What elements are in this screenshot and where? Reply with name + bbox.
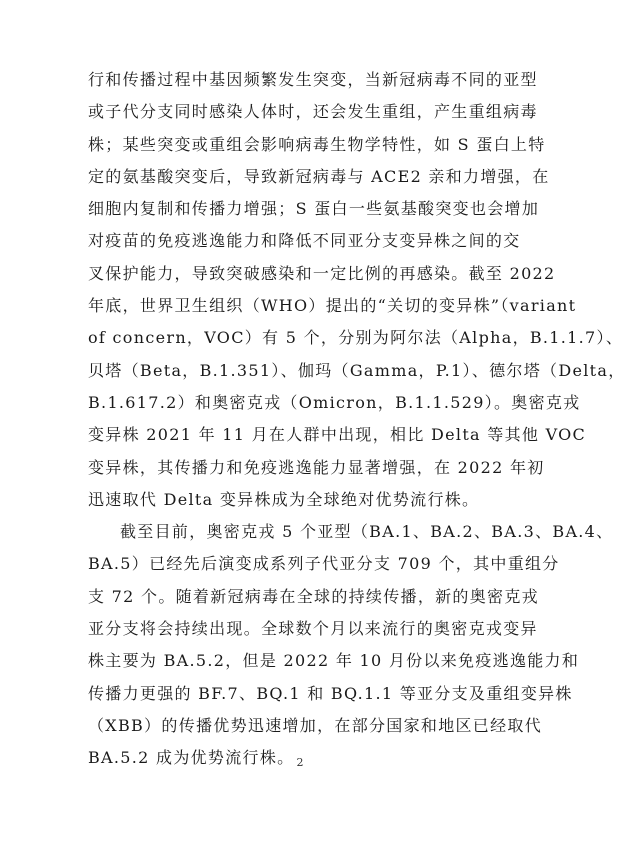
body-text xyxy=(88,64,626,775)
text-line: 行和传播过程中基因频繁发生突变，当新冠病毒不同的亚型 xyxy=(88,70,538,89)
text-line: 变异株，其传播力和免疫逃逸能力显著增强，在 2022 年初 xyxy=(88,457,545,477)
text-line: 株主要为 BA.5.2，但是 2022 年 10 月份以来免疫逃逸能力和 xyxy=(88,651,580,671)
text-line: 年底，世界卫生组织（WHO）提出的“关切的变异株”（variant xyxy=(88,296,577,316)
text-line: of concern，VOC）有 5 个，分别为阿尔法（Alpha，B.1.1.7）、 xyxy=(88,328,624,348)
text-line: 或子代分支同时感染人体时，还会发生重组，产生重组病毒 xyxy=(88,102,538,122)
text-line: 株；某些突变或重组会影响病毒生物学特性，如 S 蛋白上特 xyxy=(88,134,546,154)
text-line: 支 72 个。随着新冠病毒在全球的持续传播，新的奥密克戎 xyxy=(88,586,539,606)
text-line: BA.5.2 成为优势流行株。 xyxy=(88,748,295,768)
text-line: BA.5）已经先后演变成系列子代亚分支 709 个，其中重组分 xyxy=(88,554,560,574)
text-line: 叉保护能力，导致突破感染和一定比例的再感染。截至 2022 xyxy=(88,263,556,283)
paragraph-2 xyxy=(88,516,614,774)
text-line: 定的氨基酸突变后，导致新冠病毒与 ACE2 亲和力增强，在 xyxy=(88,166,550,186)
text-line-indented: 截至目前，奥密克戎 5 个亚型（BA.1、BA.2、BA.3、BA.4、 xyxy=(120,522,614,542)
text-line: B.1.617.2）和奥密克戎（Omicron，B.1.1.529）。奥密克戎 xyxy=(88,392,581,412)
text-line: 传播力更强的 BF.7、BQ.1 和 BQ.1.1 等亚分支及重组变异株 xyxy=(88,683,573,703)
page-number: 2 xyxy=(296,756,304,769)
text-line: 贝塔（Beta，B.1.351）、伽玛（Gamma，P.1）、德尔塔（Delta， xyxy=(88,360,626,380)
text-line: 变异株 2021 年 11 月在人群中出现，相比 Delta 等其他 VOC xyxy=(88,425,587,445)
text-line: 迅速取代 Delta 变异株成为全球绝对优势流行株。 xyxy=(88,489,480,509)
paragraph-1 xyxy=(88,64,626,516)
text-line: （XBB）的传播优势迅速增加，在部分国家和地区已经取代 xyxy=(88,715,543,735)
text-line: 细胞内复制和传播力增强；S 蛋白一些氨基酸突变也会增加 xyxy=(88,199,540,219)
text-line: 亚分支将会持续出现。全球数个月以来流行的奥密克戎变异 xyxy=(88,619,538,639)
text-line: 对疫苗的免疫逃逸能力和降低不同亚分支变异株之间的交 xyxy=(88,231,521,251)
